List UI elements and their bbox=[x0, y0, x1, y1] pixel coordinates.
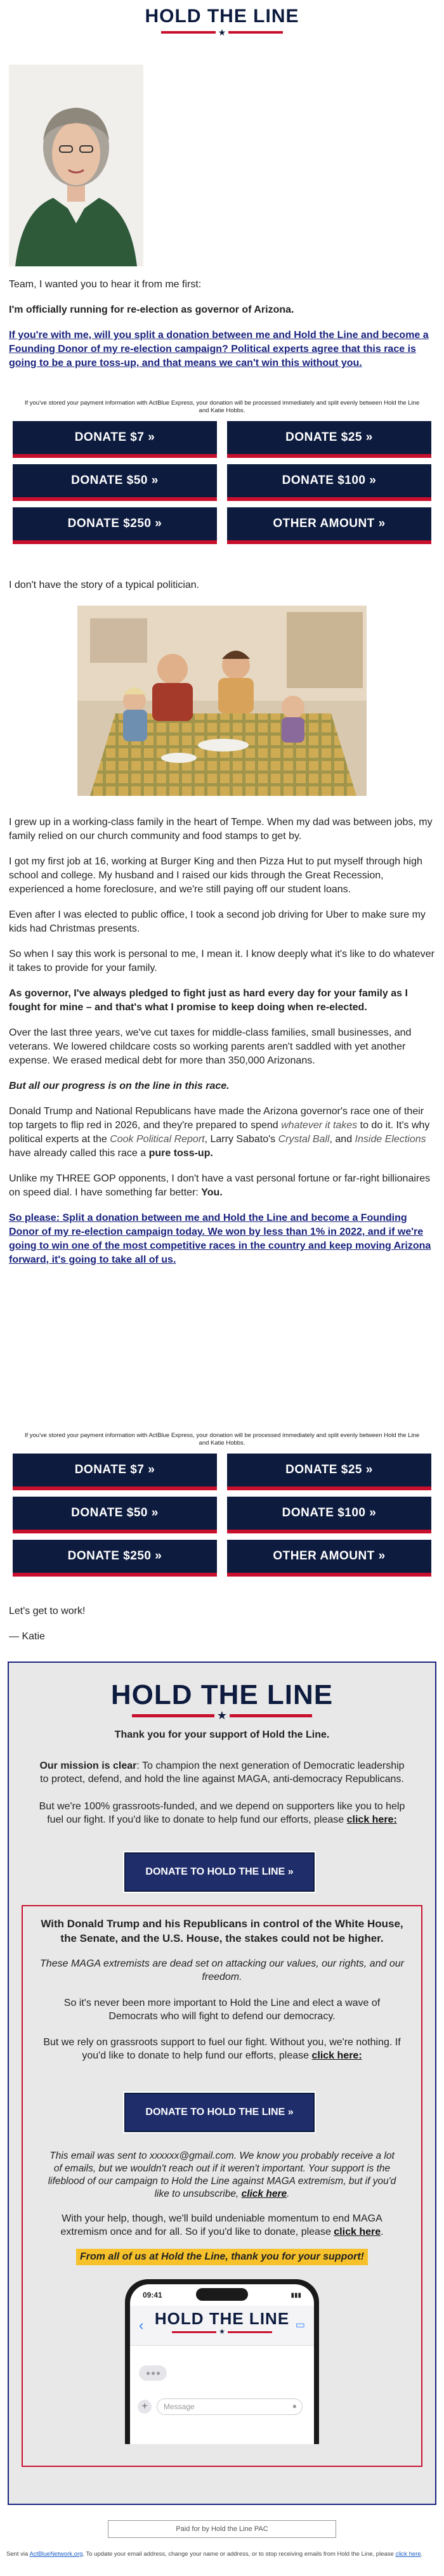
intro-ask-link[interactable] bbox=[9, 329, 435, 370]
story-ask-text[interactable]: So please: Split a donation between me and Hold the Line and become a Founding Donor of my re-election campaign today. We won by less than 1% in 2022, and if we're going to win one of the most competitive races in the country and keep moving Arizona forward, it's going to take all of us. bbox=[9, 1213, 431, 1265]
candidate-portrait bbox=[9, 65, 143, 266]
donate-button-grid-2 bbox=[0, 1454, 444, 1577]
unsubscribe-link[interactable]: click here bbox=[241, 2189, 287, 2199]
phone-mockup bbox=[125, 2279, 319, 2444]
wave-text: So it's never been more important to Hold the Line and elect a wave of Democrats who will fight to defend our democracy. bbox=[63, 1998, 381, 2022]
story-toss-up: Donald Trump and National Republicans have made the Arizona governor's race one of their top targets to flip red in 2026, and they're prepared to spend whatever it takes to do it. It's why political experts at the Cook Political Report, Larry Sabato's Crystal Ball, and Inside Elections have already called this race a pure toss-up. bbox=[9, 1106, 430, 1159]
signal-icon: ▮▮▮ bbox=[291, 2292, 301, 2299]
donate-7-button[interactable]: DONATE $7 » bbox=[13, 421, 217, 458]
story-intro: I don't have the story of a typical politician. bbox=[9, 580, 200, 590]
donate-hold-the-line-button[interactable]: DONATE TO HOLD THE LINE » bbox=[124, 1852, 315, 1892]
intro-announcement: I'm officially running for re-election as governor of Arizona. bbox=[9, 304, 294, 315]
back-chevron-icon[interactable]: ‹ bbox=[139, 2317, 144, 2333]
phone-time: 09:41 bbox=[143, 2291, 162, 2300]
phone-logo: HOLD THE LINE ★ bbox=[154, 2309, 290, 2336]
stakes-heading: With Donald Trump and his Republicans in control of the White House, the Senate, and the U.S. House, the stakes could not be higher. bbox=[41, 1918, 403, 1944]
sign-off: Let's get to work! bbox=[9, 1606, 86, 1617]
message-input[interactable]: Message ● bbox=[157, 2398, 303, 2415]
star-icon: ★ bbox=[218, 27, 226, 37]
donate-250-button[interactable]: DONATE $250 » bbox=[13, 507, 217, 544]
typing-bubble bbox=[139, 2365, 167, 2381]
story-first-job: I got my first job at 16, working at Burger King and then Pizza Hut to put myself through high school and college. My husband and I raised our kids through the Great Recession, experienced a home foreclosure, and we're still paying off our student loans. bbox=[9, 856, 422, 895]
donate-other-button[interactable]: OTHER AMOUNT » bbox=[227, 507, 431, 544]
actblue-footer: Sent via ActBlueNetwork.org. To update your email address, change your name or address, or to stop receiving emails from Hold the Line, please click here. bbox=[6, 2551, 423, 2558]
donate-50-button[interactable]: DONATE $50 » bbox=[13, 464, 217, 501]
donate-25-button[interactable]: DONATE $25 » bbox=[227, 421, 431, 458]
momentum-text: With your help, though, we'll build undeniable momentum to end MAGA extremism once and for all. So if you'd like to donate, please click here. bbox=[60, 2213, 384, 2237]
signature: — Katie bbox=[9, 1631, 45, 1642]
manage-email-link[interactable]: click here bbox=[395, 2551, 421, 2558]
paid-for-box: Paid for by Hold the Line PAC bbox=[108, 2520, 336, 2538]
story-childhood: I grew up in a working-class family in the heart of Tempe. When my dad was between jobs, my family relied on our church community and food stamps to get by. bbox=[9, 817, 433, 842]
email-note: This email was sent to xxxxxx@gmail.com. We know you probably receive a lot of emails, but we wouldn't reach out if it weren't important. Your support is the lifeblood of our campaign to Hold the Line against MAGA extremism, but if you'd like to unsubscribe, click here. bbox=[48, 2150, 396, 2199]
footer-grassroots: But we're 100% grassroots-funded, and we depend on supporters like you to help fuel our fight. If you'd like to donate to help fund our efforts, please click here: bbox=[39, 1801, 405, 1825]
logo-underline bbox=[161, 28, 284, 37]
footer-logo bbox=[0, 1681, 444, 1720]
actblue-disclaimer: If you've stored your payment information with ActBlue Express, your donation will be processed immediately and split evenly between Hold the Line and Katie Hobbs. bbox=[24, 400, 420, 414]
donate-100-button[interactable]: DONATE $100 » bbox=[227, 464, 431, 501]
maga-text: These MAGA extremists are dead set on attacking our values, our rights, and our freedom. bbox=[40, 1958, 404, 1982]
logo-text: HOLD THE LINE bbox=[145, 6, 299, 27]
phone-notch bbox=[196, 2288, 248, 2301]
actblue-disclaimer-2: If you've stored your payment information with ActBlue Express, your donation will be processed immediately and split evenly between Hold the Line and Katie Hobbs. bbox=[24, 1432, 420, 1447]
all-of-us-banner: From all of us at Hold the Line, thank you for your support! bbox=[76, 2249, 368, 2265]
star-icon: ★ bbox=[216, 1709, 228, 1722]
video-icon[interactable]: ▭ bbox=[295, 2320, 305, 2331]
donate-50-button[interactable]: DONATE $50 » bbox=[13, 1497, 217, 1533]
story-ask-link[interactable] bbox=[9, 1211, 435, 1267]
donate-25-button[interactable]: DONATE $25 » bbox=[227, 1454, 431, 1490]
intro-ask-text[interactable]: If you're with me, will you split a donation between me and Hold the Line and become a Founding Donor of my re-election campaign? Political experts agree that this race is going to be a pure toss-up, and that means we can't win this without you. bbox=[9, 330, 429, 368]
footer-click-here-link-2[interactable]: click here: bbox=[311, 2050, 362, 2061]
story-accomplishments: Over the last three years, we've cut taxes for middle-class families, small businesses, and veterans. We lowered childcare costs so working parents aren't saddled with yet another expense. We erased medical debt for more than 350,000 Arizonans. bbox=[9, 1027, 412, 1066]
story-on-the-line: But all our progress is on the line in this race. bbox=[9, 1081, 230, 1091]
plus-icon[interactable]: + bbox=[138, 2400, 152, 2414]
donate-hold-the-line-button-2[interactable]: DONATE TO HOLD THE LINE » bbox=[124, 2093, 315, 2132]
story-pledge: As governor, I've always pledged to fight just as hard every day for your family as I fought for mine – and that's what I promise to keep doing when re-elected. bbox=[9, 988, 408, 1013]
actblue-network-link[interactable]: ActBlueNetwork.org bbox=[29, 2551, 83, 2558]
footer-click-here-link-3[interactable]: click here bbox=[334, 2227, 381, 2237]
footer-thanks: Thank you for your support of Hold the Line. bbox=[114, 1729, 330, 1740]
donate-other-button[interactable]: OTHER AMOUNT » bbox=[227, 1540, 431, 1577]
donate-250-button[interactable]: DONATE $250 » bbox=[13, 1540, 217, 1577]
donate-100-button[interactable]: DONATE $100 » bbox=[227, 1497, 431, 1533]
family-photo bbox=[77, 606, 367, 796]
donate-button-grid bbox=[0, 421, 444, 544]
story-opponents: Unlike my THREE GOP opponents, I don't have a vast personal fortune or far-right billionaires on speed dial. I have something far better: You. bbox=[9, 1173, 431, 1198]
footer-click-here-link[interactable]: click here: bbox=[346, 1814, 397, 1825]
star-icon: ★ bbox=[219, 2328, 225, 2336]
mic-icon[interactable]: ● bbox=[292, 2402, 297, 2410]
footer-mission: Our mission is clear: To champion the next generation of Democratic leadership to protect, defend, and hold the line against MAGA, anti-democracy Republicans. bbox=[39, 1760, 405, 1785]
header-logo bbox=[0, 6, 444, 37]
intro-greeting: Team, I wanted you to hear it from me first: bbox=[9, 279, 202, 290]
story-personal: So when I say this work is personal to me, I mean it. I know deeply what it's like to do whatever it takes to provide for your family. bbox=[9, 949, 434, 973]
rely-text: But we rely on grassroots support to fuel our fight. Without you, we're nothing. If you'd like to donate to help fund our efforts, please click here: bbox=[43, 2037, 401, 2061]
footer-logo-text: HOLD THE LINE bbox=[110, 1679, 334, 1710]
story-uber: Even after I was elected to public office, I took a second job driving for Uber to make sure my kids had Christmas presents. bbox=[9, 909, 426, 934]
donate-7-button[interactable]: DONATE $7 » bbox=[13, 1454, 217, 1490]
